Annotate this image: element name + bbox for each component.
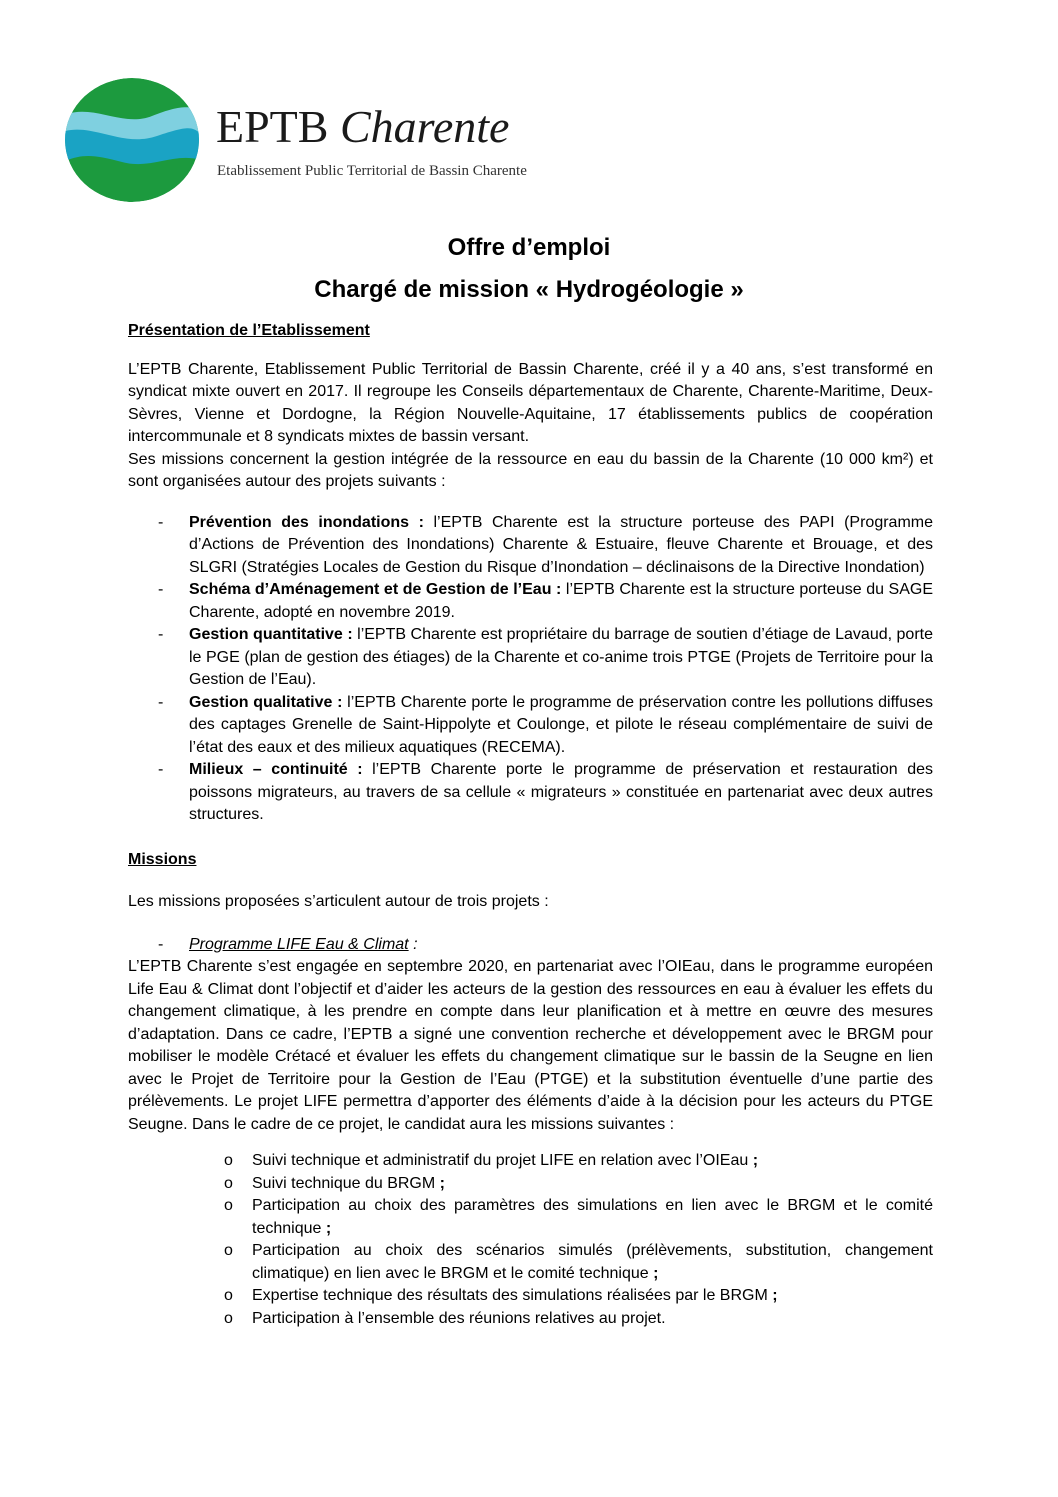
brand-name [216,101,510,152]
job-title: Chargé de mission « Hydrogéologie » [314,276,744,303]
dash-bullet-icon: - [158,693,164,711]
section-heading-missions: Missions [128,850,197,868]
circle-bullet-icon: o [224,1152,233,1169]
project-description: L’EPTB Charente s’est engagée en septembre 2020, en partenariat avec l’OIEau, dans le programme européen Life Eau & Climat dont l’objectif et d’aider les acteurs de la gestion des ressources en eau à évaluer les effets du changement climatique, à les prendre en compte dans leur planification et à mettre en œuvre des mesures d’adaptation. Dans ce cadre, l’EPTB a signé une convention recherche et développement avec le BRGM pour mobiliser le modèle Crétacé et évaluer les effets du changement climatique sur le bassin de la Seugne en lien avec le Projet de Territoire pour la Gestion de l’Eau (PTGE) et la substitution éventuelle d’une partie des prélèvements. Le projet LIFE permettra d’apporter des éléments d’aide à la décision pour les acteurs du PTGE Seugne. Dans le cadre de ce projet, le candidat aura les missions suivantes : [128,958,933,1133]
circle-bullet-icon: o [224,1309,233,1327]
list-item: o Suivi technique du BRGM ; [128,1173,933,1196]
circle-bullet-icon: o [224,1197,233,1214]
brand-subtitle: Etablissement Public Territorial de Bassin Charente [217,163,527,179]
list-item: o Participation au choix des paramètres des simulations en lien avec le BRGM et le comité technique ; [224,1197,933,1237]
missions-intro: Les missions proposées s’articulent autour de trois projets : [128,893,549,910]
list-item: - Gestion quantitative : l’EPTB Charente est propriétaire du barrage de soutien d’étiage de Lavaud, porte le PGE (plan de gestion des étiages) de la Charente et co-anime trois PTGE (Projets de Territoire pour la Gestion de l’Eau). [158,626,934,688]
document-body [128,320,933,1330]
dash-bullet-icon: - [158,626,164,643]
list-item: o Suivi technique et administratif du projet LIFE en relation avec l’OIEau ; [128,1150,933,1173]
list-item: - Schéma d’Aménagement et de Gestion de l’Eau : l’EPTB Charente est la structure porteuse du SAGE Charente, adopté en novembre 2019. [158,581,934,621]
page-title: Offre d’emploi [447,234,611,261]
presentation-paragraph-2: Ses missions concernent la gestion intégrée de la ressource en eau du bassin de la Charente (10 000 km²) et sont organisées autour des projets suivants : [128,450,933,490]
brand-name-italic: Charente [339,101,510,152]
circle-bullet-icon: o [224,1174,233,1192]
list-item: o Participation à l’ensemble des réunions relatives au projet. [128,1308,933,1331]
list-item: o Expertise technique des résultats des simulations réalisées par le BRGM ; [128,1285,933,1308]
dash-bullet-icon: - [158,935,164,953]
brand-name-main: EPTB [216,101,329,152]
dash-bullet-icon: - [158,581,164,598]
tasks-list [128,1150,933,1330]
circle-bullet-icon: o [224,1242,233,1259]
list-item: - Programme LIFE Eau & Climat : [128,934,933,957]
dash-bullet-icon: - [158,513,164,531]
projects-list [128,512,933,827]
list-item: - Prévention des inondations : l’EPTB Charente est la structure porteuse des PAPI (Programme d’Actions de Prévention des Inondations) Charente & Estuaire, fleuve Charente et Brouage, et des SLGRI (Stratégies Locales de Gestion du Risque d’Inondation – déclinaisons de la Directive Inondation) [158,513,933,576]
presentation-paragraph-1: L’EPTB Charente, Etablissement Public Territorial de Bassin Charente, créé il y a 40 ans, s’est transformé en syndicat mixte ouvert en 2017. Il regroupe les Conseils départementaux de Charente, Charente-Maritime, Deux-Sèvres, Vienne et Dordogne, la Région Nouvelle-Aquitaine, 17 établissements publics de coopération intercommunale et 8 syndicats mixtes de bassin versant. [128,360,933,445]
section-heading-presentation: Présentation de l’Etablissement [128,322,370,339]
circle-bullet-icon: o [224,1287,233,1304]
mission-projects-list [128,934,933,957]
dash-bullet-icon: - [158,761,164,778]
list-item: - Gestion qualitative : l’EPTB Charente porte le programme de préservation contre les pollutions diffuses des captages Grenelle de Saint-Hippolyte et Coulonge, et pilote le réseau complémentaire de suivi de l’état des eaux et des milieux aquatiques (RECEMA). [158,693,934,756]
project-label: Programme LIFE Eau & Climat [189,935,409,953]
eptb-logo-icon [62,76,202,204]
list-item: - Milieux – continuité : l’EPTB Charente porte le programme de préservation et restauration des poissons migrateurs, au travers de sa cellule « migrateurs » constituée en partenariat avec deux autres structures. [158,761,934,823]
list-item: o Participation au choix des scénarios simulés (prélèvements, substitution, changement climatique) en lien avec le BRGM et le comité technique ; [224,1242,933,1282]
